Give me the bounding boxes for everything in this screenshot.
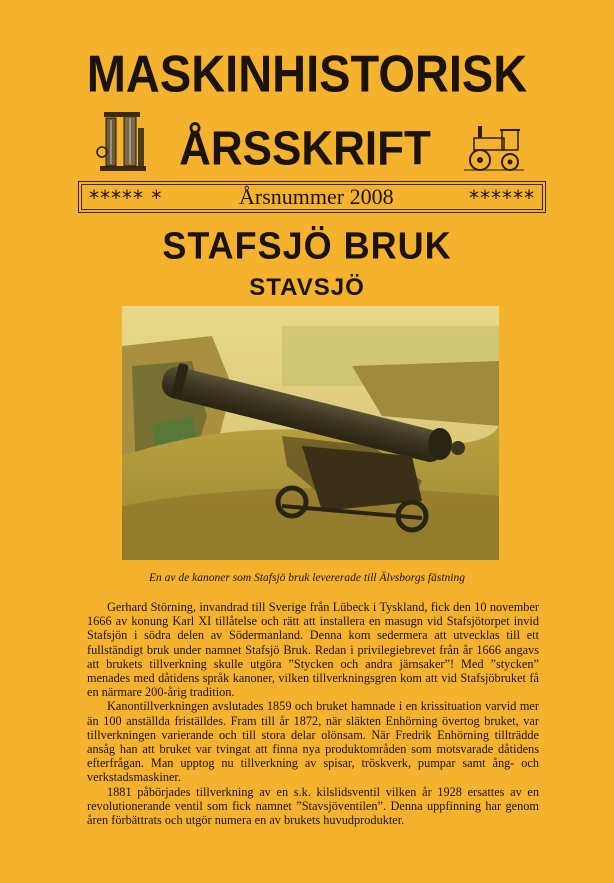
paragraph-3: 1881 påbörjades tillverkning av en s.k. kilslidsventil vilken år 1928 ersattes av en revolutionerande ventil som fick namnet ”Stavsjöventilen”. Denna uppfinning har genom åren förbättrats och utgör numera en av brukets huvudprodukter. (87, 784, 539, 828)
article-heading: STAFSJÖ BRUK (162, 223, 452, 267)
page-title: MASKINHISTORISK (86, 44, 528, 103)
paragraph-2: Kanontillverkningen avslutades 1859 och bruket hamnade i en krissituation varvid mer än 100 anställda friställdes. Fram till år 1872, när släkten Enhörning övertog bruket, var tillverkningen varierande och till stora delar olönsam. När Fredrik Enhörning tillträdde ansåg han att bruket var tvingat att finna nya produktområden som motsvarade dåtidens efterfrågan. Man upptog nu tillverkning av spisar, tröskverk, pumpar samt ång- och verkstadsmaskiner. (87, 699, 539, 785)
issue-number: Årsnummer 2008 (239, 184, 394, 209)
article-subheading: STAVSJÖ (249, 274, 365, 301)
article-body (87, 600, 539, 827)
cannon-photo (122, 306, 499, 560)
traction-engine-icon (460, 124, 526, 174)
steam-engine-icon (94, 108, 150, 174)
paragraph-1: Gerhard Störning, invandrad till Sverige från Lübeck i Tyskland, fick den 10 november 1666 av konung Karl XI tillåtelse och rätt att installera en masugn vid Stafsjötorpet invid Stafsjön i södra delen av Södermanland. Denna kom sedermera att utvecklas till ett fullständigt bruk under namnet Stafsjö Bruk. Redan i privilegiebrevet från år 1666 angavs att brukets tillverkning skulle utgöra ”Stycken och andra järnsaker”! Med ”stycken” menades med dåtidens språk kanoner, vilken tillverkningsgren kom att vid Stafsjöbruket få en närmare 200-årig tradition. (87, 600, 539, 700)
photo-caption: En av de kanoner som Stafsjö bruk levererade till Älvsborgs fästning (149, 572, 465, 584)
issue-banner (78, 181, 546, 213)
stars-left: ***** * (89, 186, 163, 210)
stars-right: ****** (469, 186, 535, 210)
page-subtitle: ÅRSSKRIFT (179, 121, 431, 176)
